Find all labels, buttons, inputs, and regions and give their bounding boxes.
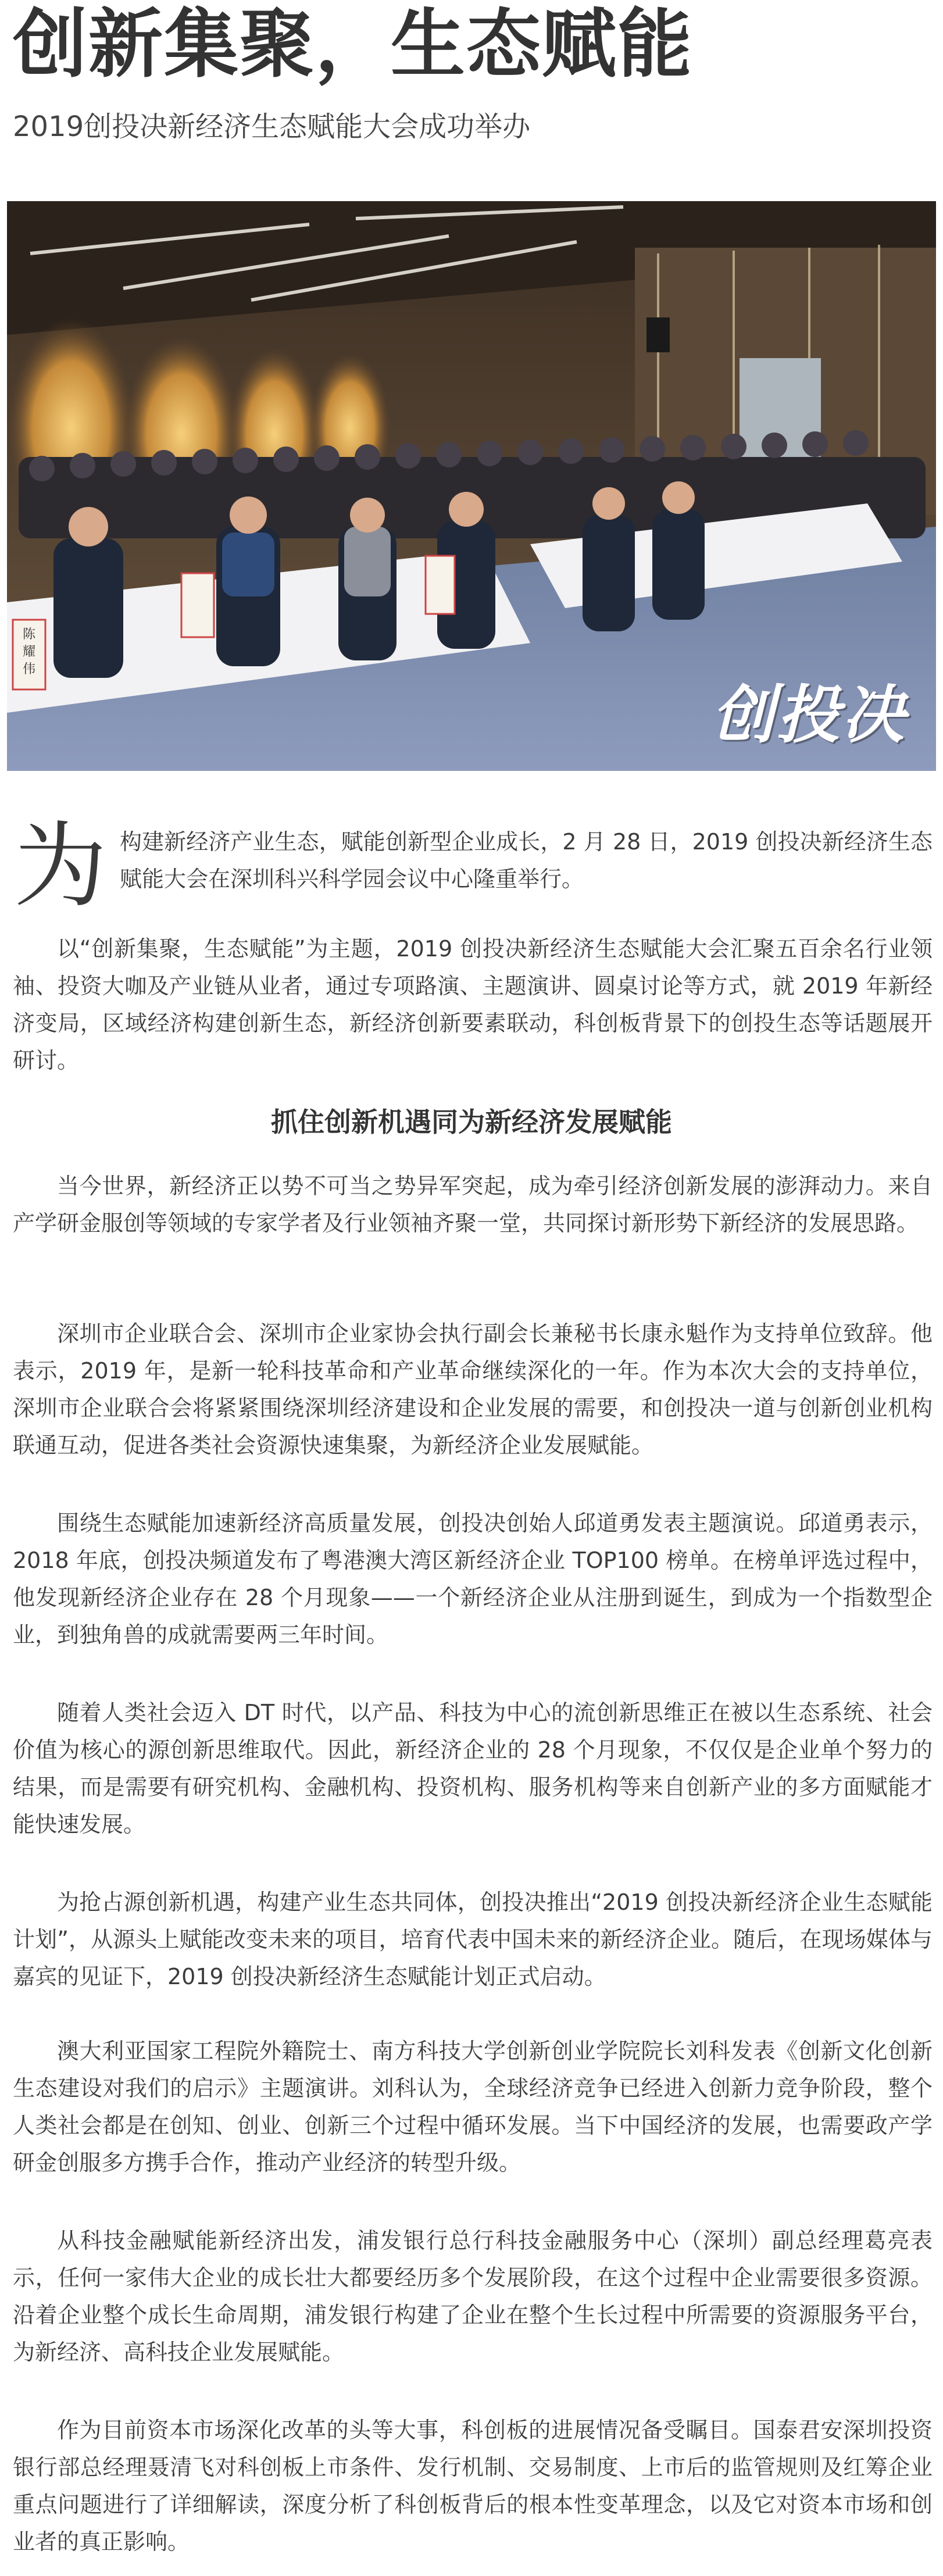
lead-paragraph: 构建新经济产业生态，赋能创新型企业成长，2 月 28 日，2019 创投决新经济生态赋能大会在深圳科兴科学园会议中心隆重举行。 <box>120 829 933 892</box>
body-paragraph: 从科技金融赋能新经济出发，浦发银行总行科技金融服务中心（深圳）副总经理葛亮表示，任何一家伟大企业的成长壮大都要经历多个发展阶段，在这个过程中企业需要很多资源。沿着企业整个成长生命周期，浦发银行构建了企业在整个生长过程中所需要的资源服务平台，为新经济、高科技企业发展赋能。 <box>13 2228 933 2365</box>
svg-text:耀: 耀 <box>22 645 36 659</box>
body-paragraph: 深圳市企业联合会、深圳市企业家协会执行副会长兼秘书长康永魁作为支持单位致辞。他表示，2019 年，是新一轮科技革命和产业革命继续深化的一年。作为本次大会的支持单位，深圳市企业联合会将紧紧围绕深圳经济建设和企业发展的需要，和创投决一道与创新创业机构联通互动，促进各类社会资源快速集聚，为新经济企业发展赋能。 <box>13 1321 933 1458</box>
photo-watermark: 创投决 <box>711 679 907 752</box>
subheadline: 2019创投决新经济生态赋能大会成功举办 <box>13 110 531 143</box>
name-card-text: 陈 <box>22 627 36 642</box>
section-title: 抓住创新机遇同为新经济发展赋能 <box>271 1106 672 1138</box>
body-paragraph: 围绕生态赋能加速新经济高质量发展，创投决创始人邱道勇发表主题演说。邱道勇表示，2018 年底，创投决频道发布了粤港澳大湾区新经济企业 TOP100 榜单。在榜单评选过程中，他发现新经济企业存在 28 个月现象——一个新经济企业从注册到诞生，到成为一个指数型企业，到独角兽的成就需要两三年时间。 <box>13 1510 933 1648</box>
headline: 创新集聚，生态赋能 <box>13 1 694 88</box>
body-paragraph: 作为目前资本市场深化改革的头等大事，科创板的进展情况备受瞩目。国泰君安深圳投资银行部总经理聂清飞对科创板上市条件、发行机制、交易制度、上市后的监管规则及红筹企业重点问题进行了详细解读，深度分析了科创板背后的根本性变革理念，以及它对资本市场和创业者的真正影响。 <box>13 2417 933 2554</box>
body-paragraph: 当今世界，新经济正以势不可当之势异军突起，成为牵引经济创新发展的澎湃动力。来自产学研金服创等领域的专家学者及行业领袖齐聚一堂，共同探讨新形势下新经济的发展思路。 <box>13 1173 933 1236</box>
body-paragraph: 以“创新集聚，生态赋能”为主题，2019 创投决新经济生态赋能大会汇聚五百余名行业领袖、投资大咖及产业链从业者，通过专项路演、主题演讲、圆桌讨论等方式，就 2019 年新经济变局，区域经济构建创新生态，新经济创新要素联动，科创板背景下的创投生态等话题展开研讨。 <box>13 936 933 1073</box>
svg-text:伟: 伟 <box>22 662 36 677</box>
body-paragraph: 为抢占源创新机遇，构建产业生态共同体，创投决推出“2019 创投决新经济企业生态赋能计划”，从源头上赋能改变未来的项目，培育代表中国未来的新经济企业。随后，在现场媒体与嘉宾的见证下，2019 创投决新经济生态赋能计划正式启动。 <box>13 1889 933 1989</box>
body-paragraph: 随着人类社会迈入 DT 时代，以产品、科技为中心的流创新思维正在被以生态系统、社会价值为核心的源创新思维取代。因此，新经济企业的 28 个月现象，不仅仅是企业单个努力的结果，而是需要有研究机构、金融机构、投资机构、服务机构等来自创新产业的多方面赋能才能快速发展。 <box>13 1700 933 1837</box>
conference-photo <box>7 201 936 771</box>
body-paragraph: 澳大利亚国家工程院外籍院士、南方科技大学创新创业学院院长刘科发表《创新文化创新生态建设对我们的启示》主题演讲。刘科认为，全球经济竞争已经进入创新力竞争阶段，整个人类社会都是在创知、创业、创新三个过程中循环发展。当下中国经济的发展，也需要政产学研金创服多方携手合作，推动产业经济的转型升级。 <box>13 2038 933 2175</box>
drop-cap: 为 <box>14 812 108 920</box>
